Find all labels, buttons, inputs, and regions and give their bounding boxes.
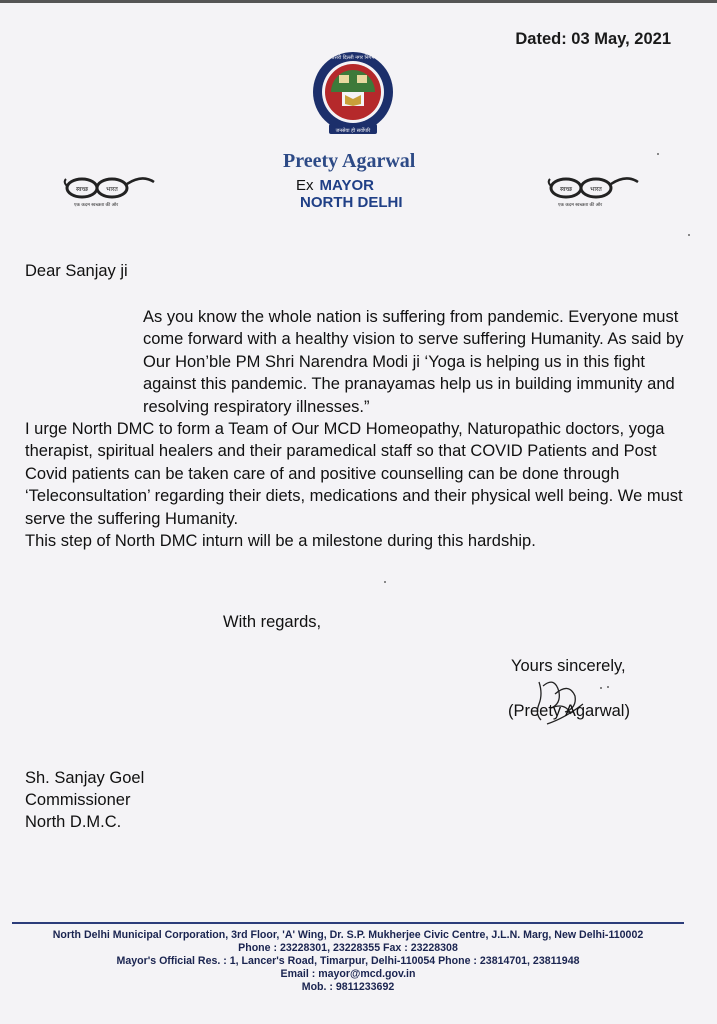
closing-line: Yours sincerely,: [511, 657, 626, 675]
footer-divider: [12, 922, 684, 924]
letter-body: [25, 306, 685, 552]
swachh-bharat-glasses-logo-right: [544, 170, 640, 210]
glasses-left-lens-text: स्वच्छ: [559, 186, 573, 193]
glasses-right-lens-text: भारत: [106, 186, 118, 193]
sender-title: [296, 177, 374, 194]
regards-line: With regards,: [223, 613, 322, 631]
sender-name: Preety Agarwal: [283, 150, 416, 172]
glasses-caption: एक कदम स्वच्छता की ओर: [73, 203, 119, 208]
addressee-block: [25, 767, 144, 833]
glasses-right-lens-text: भारत: [590, 186, 602, 193]
addressee-org: North D.M.C.: [25, 813, 122, 831]
scan-speck: [688, 234, 690, 236]
scan-speck: [384, 581, 386, 583]
footer-line-address: North Delhi Municipal Corporation, 3rd Floor, 'A' Wing, Dr. S.P. Mukherjee Civic Centre, J.L.N. Marg, New Delhi-110002: [52, 929, 644, 941]
footer-line-mobile: Mob. : 9811233692: [301, 981, 395, 993]
body-paragraph-2: I urge North DMC to form a Team of Our MCD Homeopathy, Naturopathic doctors, yoga therapist, spiritual healers and their paramedical staff so that COVID Patients and Post Covid patients can be taken care of and positive counselling can be done through ‘Teleconsultation’ regarding their diets, medications and their physical well being. We must serve the suffering Humanity.: [25, 420, 683, 528]
footer-address: [12, 929, 684, 994]
footer-line-phone: Phone : 23228301, 23228355 Fax : 23228308: [238, 942, 458, 954]
title-prefix: Ex: [296, 177, 314, 194]
signatory-name: (Preety Agarwal): [508, 702, 630, 720]
glasses-left-lens-text: स्वच्छ: [75, 186, 89, 193]
footer-line-residence: Mayor's Official Res. : 1, Lancer's Road, Timarpur, Delhi-110054 Phone : 23814701, 23811948: [116, 955, 580, 967]
addressee-name: Sh. Sanjay Goel: [25, 769, 145, 787]
salutation: Dear Sanjay ji: [25, 262, 128, 280]
swachh-bharat-glasses-logo-left: [60, 170, 156, 210]
letter-date: Dated: 03 May, 2021: [515, 30, 671, 48]
body-paragraph-3: This step of North DMC inturn will be a milestone during this hardship.: [25, 532, 536, 551]
footer-line-email: Email : mayor@mcd.gov.in: [280, 968, 416, 980]
sender-subtitle: NORTH DELHI: [300, 194, 403, 211]
emblem-top-text: उत्तरी दिल्ली नगर निगम: [331, 55, 375, 61]
top-border: [0, 0, 717, 3]
body-paragraph-1: As you know the whole nation is suffering from pandemic. Everyone must come forward with a healthy vision to serve suffering Humanity. As said by Our Hon’ble PM Shri Narendra Modi ji ‘Yoga is helping us in this fight against this pandemic. The pranayamas help us in building immunity and resolving respiratory illnesses.”: [143, 308, 684, 416]
glasses-caption: एक कदम स्वच्छता की ओर: [557, 203, 603, 208]
scan-speck: [657, 153, 659, 155]
corporation-emblem-logo: [309, 48, 397, 140]
addressee-designation: Commissioner: [25, 791, 131, 809]
title-text: MAYOR: [319, 177, 374, 194]
emblem-motto: जनसेवा ही सर्वोपरि: [335, 128, 371, 134]
